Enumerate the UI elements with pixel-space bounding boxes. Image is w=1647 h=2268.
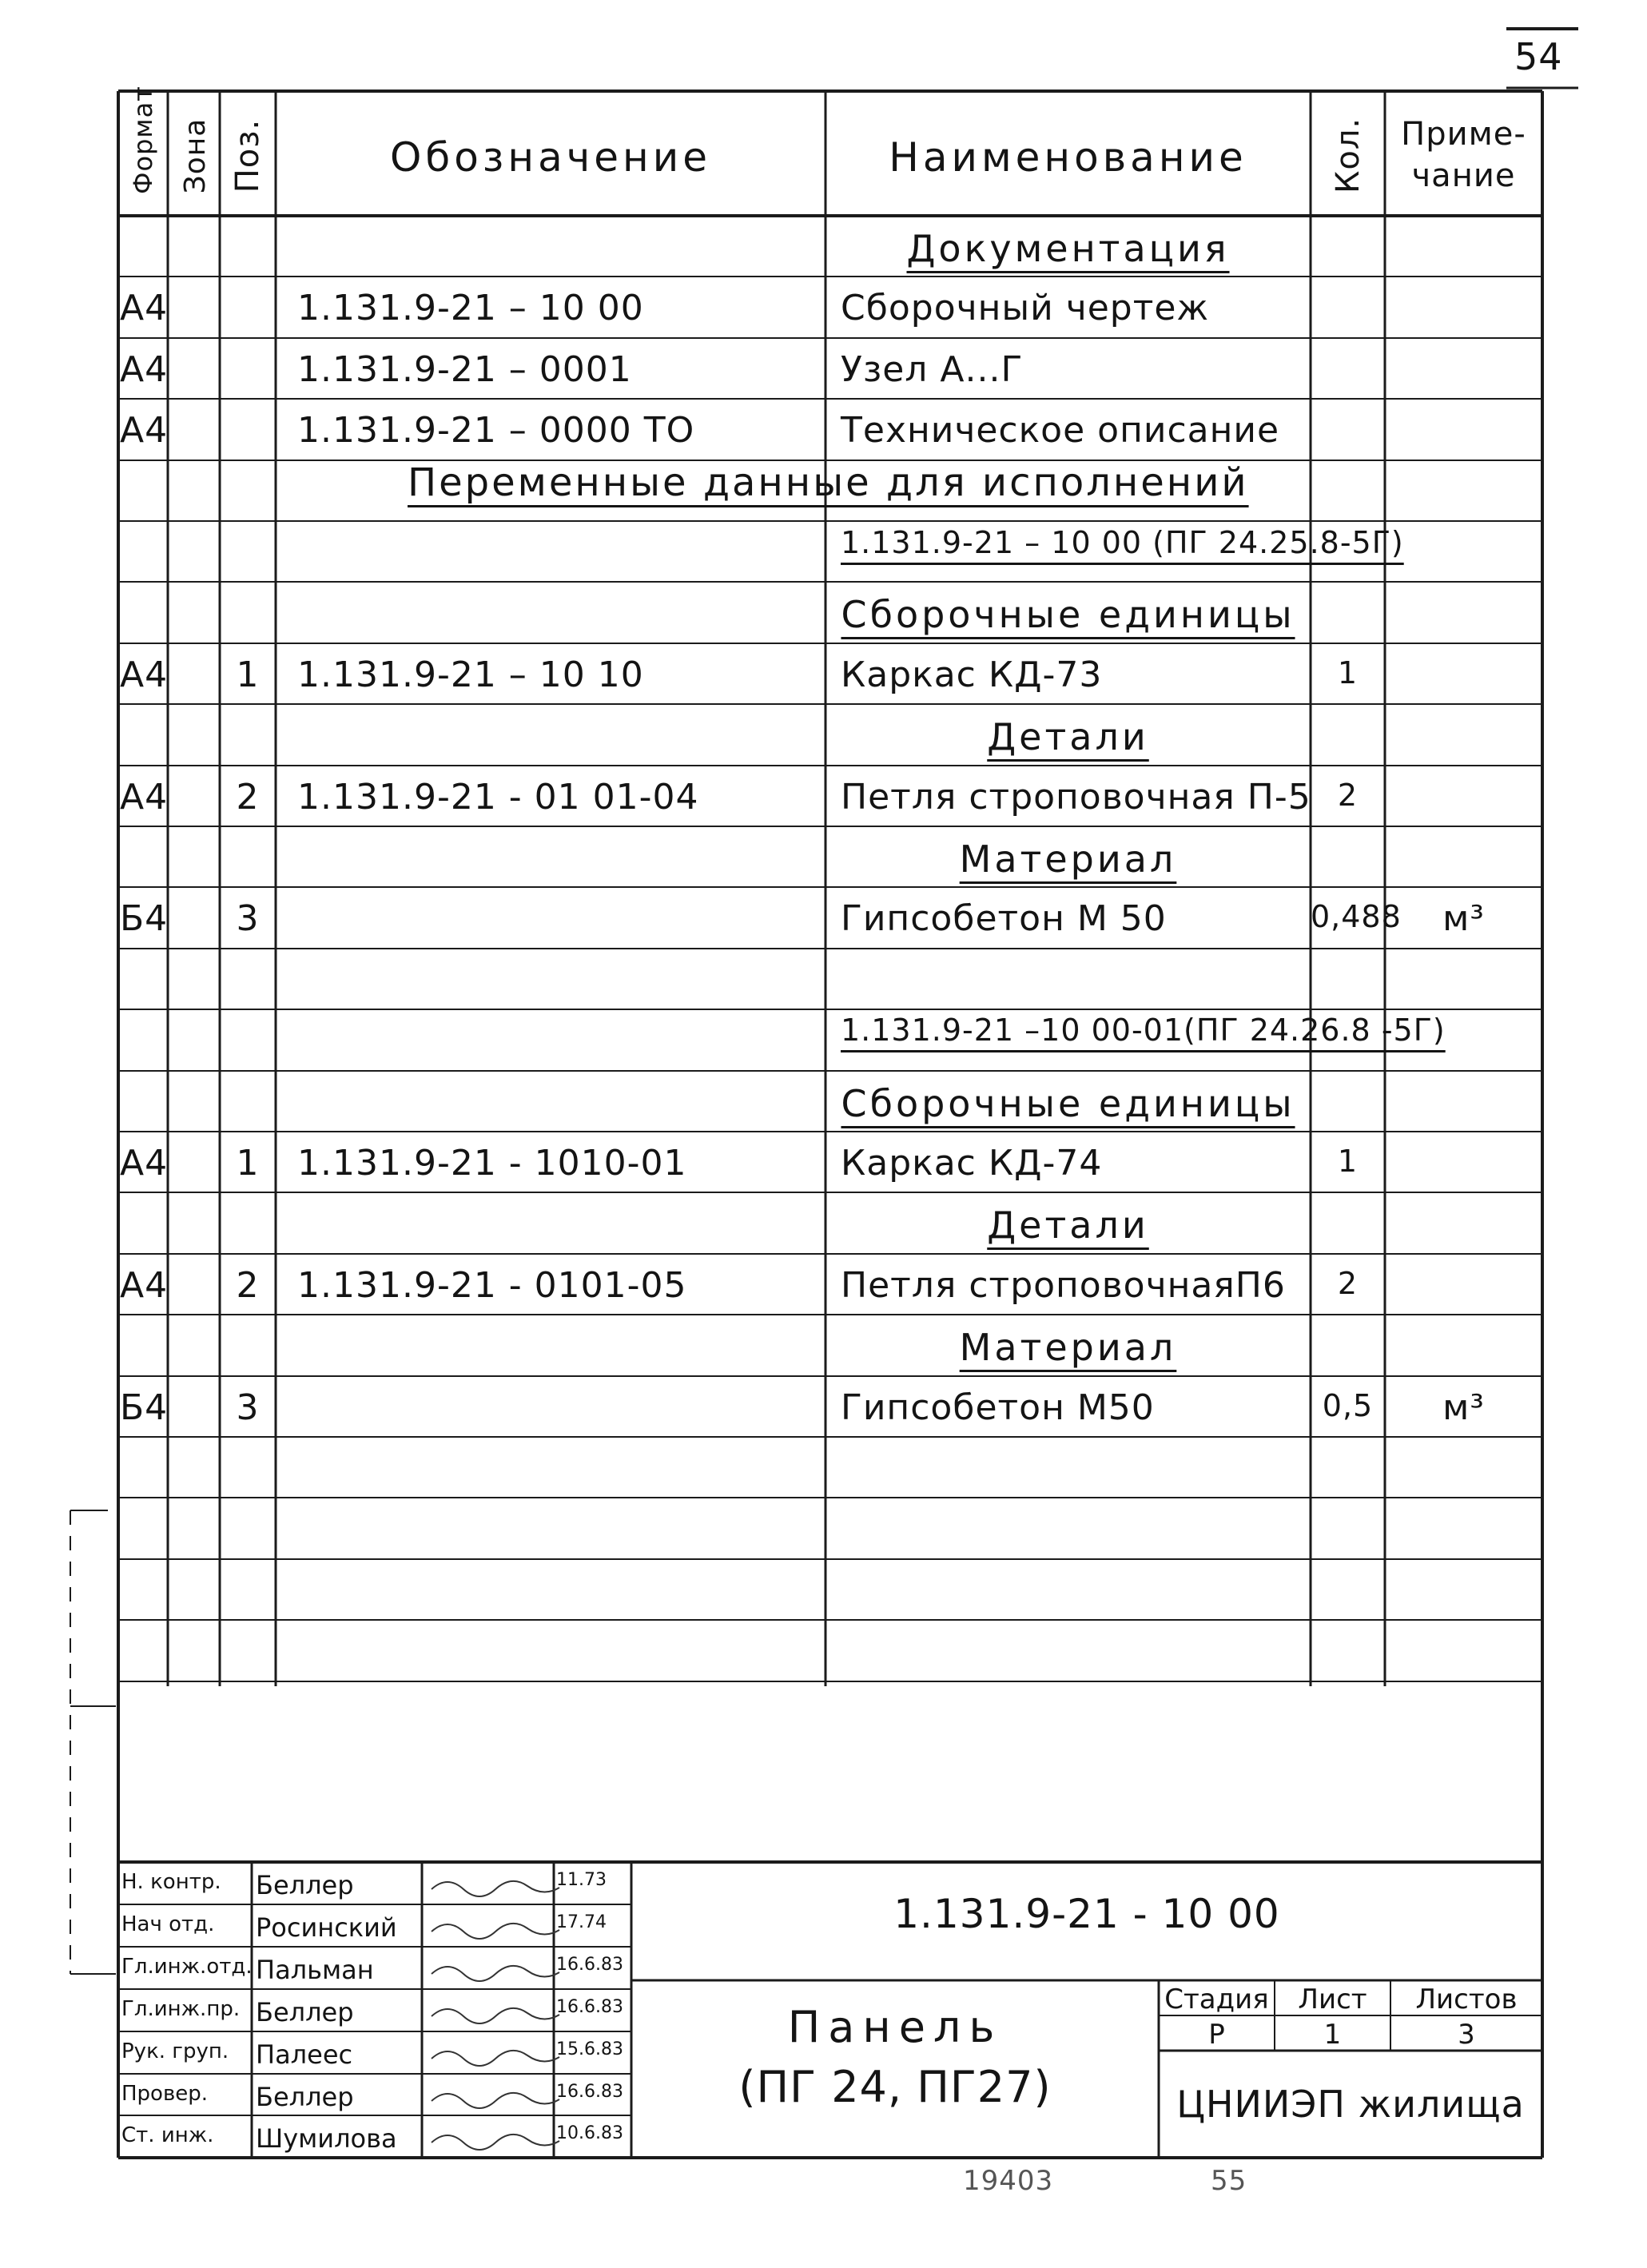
signature-mark (432, 1966, 559, 1981)
cell-designation: 1.131.9-21 – 0001 (297, 349, 632, 390)
section-heading: Детали (987, 715, 1149, 758)
staff-name: Шумилова (256, 2123, 397, 2154)
cell-name: Петля строповочнаяП6 (841, 1265, 1286, 1306)
cell-name: Узел А...Г (841, 349, 1024, 390)
staff-role: Гл.инж.пр. (121, 1997, 241, 2021)
staff-role: Нач отд. (121, 1912, 215, 1936)
section-heading: Сборочные единицы (841, 593, 1295, 636)
cell-format: А4 (120, 1265, 169, 1306)
staff-date: 16.6.83 (556, 1997, 623, 2017)
header-qty: Кол. (1330, 117, 1367, 193)
document-number: 1.131.9-21 - 10 00 (893, 1891, 1280, 1937)
cell-name: Каркас КД-73 (841, 655, 1103, 695)
header-note-2: чание (1411, 157, 1516, 194)
header-designation: Обозначение (390, 134, 711, 181)
cell-pos: 2 (236, 1265, 260, 1306)
signature-mark (432, 2051, 559, 2066)
staff-date: 17.74 (556, 1912, 607, 1932)
cell-name: Петля строповочная П-5 (841, 777, 1311, 818)
staff-date: 10.6.83 (556, 2123, 623, 2143)
signature-mark (432, 2093, 559, 2108)
cell-name: Гипсобетон М50 (841, 1387, 1155, 1428)
section-heading: Материал (959, 1326, 1177, 1369)
cell-designation: 1.131.9-21 – 10 00 (297, 288, 644, 328)
cell-note: м³ (1442, 1387, 1485, 1428)
variant-2-designation: 1.131.9-21 –10 00-01(ПГ 24.26.8 -5Г) (841, 1013, 1446, 1048)
variant-1-designation: 1.131.9-21 – 10 00 (ПГ 24.25.8-5Г) (841, 525, 1404, 560)
cell-designation: 1.131.9-21 – 0000 ТО (297, 410, 695, 451)
cell-qty: 0,488 (1311, 899, 1402, 934)
staff-name: Беллер (256, 1997, 354, 2027)
staff-date: 11.73 (556, 1870, 607, 1890)
staff-name: Беллер (256, 1870, 354, 1900)
cell-name: Сборочный чертеж (841, 288, 1210, 328)
cell-name: Гипсобетон М 50 (841, 898, 1167, 939)
staff-name: Палеес (256, 2039, 353, 2070)
cell-qty: 0,5 (1322, 1388, 1374, 1423)
sheet-value: 1 (1323, 2019, 1342, 2051)
header-note-1: Приме- (1401, 116, 1526, 153)
section-heading: Сборочные единицы (841, 1082, 1295, 1125)
cell-pos: 2 (236, 777, 260, 818)
header-format: Формат (128, 86, 158, 194)
staff-role: Н. контр. (121, 1870, 221, 1894)
cell-qty: 1 (1337, 655, 1359, 690)
cell-designation: 1.131.9-21 - 0101-05 (297, 1265, 687, 1306)
cell-pos: 1 (236, 655, 260, 695)
section-heading: Детали (987, 1204, 1149, 1247)
signature-mark (432, 1881, 559, 1896)
cell-format: А4 (120, 655, 169, 695)
cell-name: Каркас КД-74 (841, 1143, 1103, 1184)
staff-date: 15.6.83 (556, 2039, 623, 2059)
staff-date: 16.6.83 (556, 1955, 623, 1975)
variable-data-heading: Переменные данные для исполнений (408, 460, 1249, 505)
cell-pos: 3 (236, 1387, 260, 1428)
cell-qty: 2 (1337, 1266, 1359, 1301)
sheets-label: Листов (1415, 1984, 1518, 2015)
sheet-label: Лист (1298, 1984, 1367, 2015)
cell-format: А4 (120, 288, 169, 328)
staff-role: Провер. (121, 2082, 209, 2106)
staff-name: Росинский (256, 1912, 397, 1943)
cell-format: А4 (120, 349, 169, 390)
cell-qty: 1 (1337, 1144, 1359, 1179)
organization: ЦНИИЭП жилища (1176, 2083, 1525, 2126)
section-heading: Материал (959, 838, 1177, 881)
cell-format: Б4 (120, 898, 169, 939)
cell-format: А4 (120, 777, 169, 818)
staff-role: Рук. груп. (121, 2039, 229, 2063)
document-subtitle: (ПГ 24, ПГ27) (738, 2062, 1052, 2112)
cell-format: А4 (120, 410, 169, 451)
cell-qty: 2 (1337, 778, 1359, 813)
cell-note: м³ (1442, 898, 1485, 939)
staff-role: Ст. инж. (121, 2123, 214, 2147)
footer-code: 55 (1211, 2165, 1247, 2197)
cell-designation: 1.131.9-21 - 1010-01 (297, 1143, 687, 1184)
sheets-value: 3 (1458, 2019, 1475, 2051)
inventory-number: 19403 (963, 2165, 1054, 2197)
signature-mark (432, 2008, 559, 2023)
header-pos: Поз. (229, 118, 266, 193)
cell-pos: 3 (236, 898, 260, 939)
cell-designation: 1.131.9-21 - 01 01-04 (297, 777, 699, 818)
document-title: Панель (787, 2002, 1003, 2052)
signature-mark (432, 1924, 559, 1939)
staff-date: 16.6.83 (556, 2082, 623, 2102)
staff-role: Гл.инж.отд. (121, 1955, 253, 1979)
staff-name: Пальман (256, 1955, 374, 1985)
stage-label: Стадия (1164, 1984, 1269, 2015)
staff-name: Беллер (256, 2082, 354, 2112)
page-number: 54 (1514, 35, 1563, 78)
signature-mark (432, 2135, 559, 2150)
cell-format: А4 (120, 1143, 169, 1184)
header-name: Наименование (889, 134, 1247, 181)
stage-value: Р (1208, 2019, 1225, 2051)
header-zone: Зона (179, 117, 212, 194)
section-heading: Документация (906, 227, 1230, 270)
cell-format: Б4 (120, 1387, 169, 1428)
cell-designation: 1.131.9-21 – 10 10 (297, 655, 644, 695)
cell-pos: 1 (236, 1143, 260, 1184)
cell-name: Техническое описание (841, 410, 1280, 451)
